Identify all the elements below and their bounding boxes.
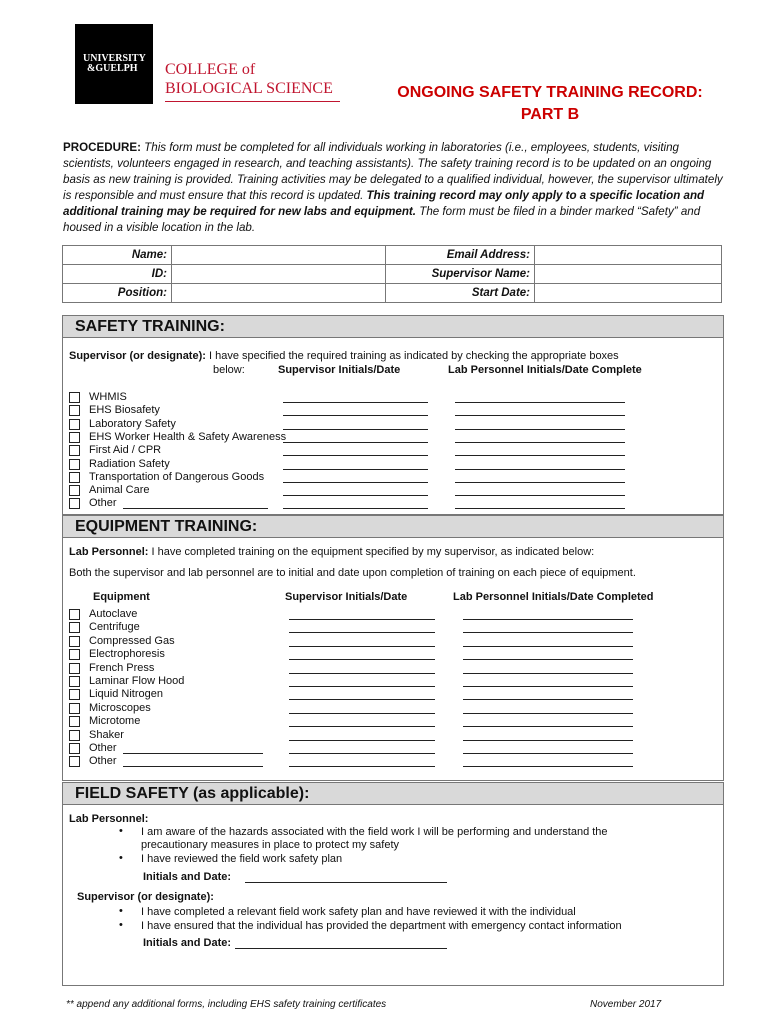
procedure-bold: This training record may only apply to a specific location and additional training may be required for new labs and equipment.	[63, 189, 705, 218]
equipment-col-personnel: Lab Personnel Initials/Date Completed	[453, 591, 654, 603]
equipment-personnel-line[interactable]	[463, 766, 633, 767]
field-lab-bullet-1b: precautionary measures in place to protect my safety	[141, 839, 400, 851]
safety-supervisor-line[interactable]	[283, 415, 428, 416]
safety-checkbox[interactable]	[69, 419, 80, 430]
page-title	[360, 82, 740, 126]
field-heading-text: FIELD SAFETY (as applicable):	[75, 785, 310, 802]
equipment-supervisor-line[interactable]	[289, 686, 435, 687]
equipment-personnel-line[interactable]	[463, 659, 633, 660]
title-line-1: ONGOING SAFETY TRAINING RECORD:	[397, 84, 703, 101]
safety-col-supervisor: Supervisor Initials/Date	[278, 364, 401, 376]
equipment-checkbox[interactable]	[69, 716, 80, 727]
equipment-item-label: Liquid Nitrogen	[89, 688, 163, 701]
equipment-supervisor-line[interactable]	[289, 632, 435, 633]
safety-statement: I have specified the required training as indicated by checking the appropriate boxes	[205, 350, 619, 362]
email-field[interactable]	[535, 246, 722, 265]
safety-supervisor-line[interactable]	[283, 469, 428, 470]
bullet: •	[119, 825, 123, 837]
equipment-heading	[62, 515, 724, 538]
equipment-checkbox[interactable]	[69, 676, 80, 687]
equipment-checkbox[interactable]	[69, 622, 80, 633]
safety-checkbox[interactable]	[69, 405, 80, 416]
field-lab-label: Lab Personnel:	[69, 813, 149, 825]
safety-item-label: WHMIS	[89, 391, 127, 403]
safety-item-label: Animal Care	[89, 484, 150, 497]
equipment-personnel-line[interactable]	[463, 646, 633, 647]
equipment-checkbox[interactable]	[69, 689, 80, 700]
field-sup-label: Supervisor (or designate):	[77, 891, 214, 903]
equipment-item-label: Centrifuge	[89, 621, 140, 634]
equipment-item-label: Laminar Flow Hood	[89, 675, 185, 687]
college-line-2: BIOLOGICAL SCIENCE	[165, 80, 333, 97]
equipment-item-label: French Press	[89, 661, 155, 674]
equipment-supervisor-line[interactable]	[289, 726, 435, 727]
equipment-personnel-line[interactable]	[463, 699, 633, 700]
field-initials-line-1[interactable]	[245, 882, 447, 883]
equipment-lab-text: I have completed training on the equipment specified by my supervisor, as indicated below:	[148, 546, 595, 558]
safety-supervisor-line[interactable]	[283, 508, 428, 509]
safety-personnel-line[interactable]	[455, 402, 625, 403]
id-label: ID:	[63, 265, 172, 284]
equipment-both-text: Both the supervisor and lab personnel are to initial and date upon completion of training on each piece of equipment.	[69, 567, 636, 579]
email-label: Email Address:	[386, 246, 535, 265]
safety-item-label: First Aid / CPR	[89, 444, 162, 457]
safety-checkbox[interactable]	[69, 445, 80, 456]
college-name	[165, 62, 343, 97]
field-initials-label-2: Initials and Date:	[143, 937, 232, 949]
logo-line-2: &GUELPH	[87, 63, 138, 74]
safety-col-personnel: Lab Personnel Initials/Date Complete	[448, 364, 642, 376]
equipment-panel	[62, 538, 724, 781]
field-sup-bullet-2: I have ensured that the individual has provided the department with emergency contact information	[141, 920, 622, 932]
equipment-checkbox[interactable]	[69, 743, 80, 754]
equipment-item-label: Autoclave	[89, 608, 138, 620]
equipment-supervisor-line[interactable]	[289, 699, 435, 700]
equipment-supervisor-line[interactable]	[289, 766, 435, 767]
safety-personnel-line[interactable]	[455, 469, 625, 470]
equipment-checkbox[interactable]	[69, 636, 80, 647]
safety-checkbox[interactable]	[69, 498, 80, 509]
equipment-personnel-line[interactable]	[463, 673, 633, 674]
equipment-personnel-line[interactable]	[463, 713, 633, 714]
equipment-item-label: Microtome	[89, 715, 141, 728]
safety-personnel-line[interactable]	[455, 482, 625, 483]
safety-supervisor-line[interactable]	[283, 442, 428, 443]
supervisor-label: Supervisor Name:	[386, 265, 535, 284]
safety-checkbox[interactable]	[69, 485, 80, 496]
equipment-checkbox[interactable]	[69, 649, 80, 660]
college-underline	[165, 101, 340, 102]
equipment-supervisor-line[interactable]	[289, 673, 435, 674]
safety-item-label: Radiation Safety	[89, 457, 170, 470]
equipment-item-label: Other	[89, 755, 117, 768]
equipment-heading-text: EQUIPMENT TRAINING:	[75, 518, 258, 535]
start-date-field[interactable]	[535, 284, 722, 303]
safety-supervisor-line[interactable]	[283, 455, 428, 456]
safety-item-label: EHS Biosafety	[89, 404, 160, 417]
field-initials-line-2[interactable]	[235, 948, 447, 949]
name-field[interactable]	[172, 246, 386, 265]
safety-heading	[62, 315, 724, 338]
equipment-checkbox[interactable]	[69, 703, 80, 714]
safety-checkbox[interactable]	[69, 432, 80, 443]
id-field[interactable]	[172, 265, 386, 284]
position-field[interactable]	[172, 284, 386, 303]
bullet: •	[119, 852, 123, 864]
safety-checkbox[interactable]	[69, 392, 80, 403]
safety-below: below:	[213, 364, 245, 376]
name-label: Name:	[63, 246, 172, 265]
safety-supervisor-label: Supervisor (or designate):	[69, 350, 206, 362]
safety-heading-text: SAFETY TRAINING:	[75, 318, 225, 335]
field-heading	[62, 782, 724, 805]
safety-checkbox[interactable]	[69, 459, 80, 470]
procedure-text	[63, 140, 723, 236]
safety-supervisor-line[interactable]	[283, 402, 428, 403]
bullet: •	[119, 919, 123, 931]
equipment-personnel-line[interactable]	[463, 619, 633, 620]
footer-date: November 2017	[590, 999, 662, 1010]
safety-personnel-line[interactable]	[455, 508, 625, 509]
equipment-item-label: Electrophoresis	[89, 648, 165, 661]
safety-checkbox[interactable]	[69, 472, 80, 483]
info-table	[62, 245, 722, 303]
safety-item-label: Other	[89, 497, 117, 510]
bullet: •	[119, 905, 123, 917]
supervisor-field[interactable]	[535, 265, 722, 284]
footer-note: ** append any additional forms, including EHS safety training certificates	[66, 999, 387, 1010]
equipment-personnel-line[interactable]	[463, 726, 633, 727]
equipment-item-label: Microscopes	[89, 701, 151, 714]
equipment-personnel-line[interactable]	[463, 686, 633, 687]
safety-supervisor-line[interactable]	[283, 495, 428, 496]
equipment-personnel-line[interactable]	[463, 753, 633, 754]
position-label: Position:	[63, 284, 172, 303]
procedure-text-2: The form must be filed in a binder marked “Safety” and housed in a visible location in the lab.	[63, 205, 701, 234]
field-sup-bullet-1: I have completed a relevant field work safety plan and have reviewed it with the individual	[141, 906, 576, 918]
safety-personnel-line[interactable]	[455, 429, 625, 430]
safety-supervisor-line[interactable]	[283, 482, 428, 483]
college-line-1: COLLEGE of	[165, 61, 256, 78]
equipment-supervisor-line[interactable]	[289, 619, 435, 620]
equipment-item-label: Shaker	[89, 728, 124, 741]
equipment-supervisor-line[interactable]	[289, 713, 435, 714]
safety-other-line[interactable]	[123, 508, 268, 509]
safety-item-label: Transportation of Dangerous Goods	[89, 470, 265, 483]
equipment-col-equipment: Equipment	[93, 591, 150, 603]
safety-personnel-line[interactable]	[455, 455, 625, 456]
safety-personnel-line[interactable]	[455, 495, 625, 496]
equipment-other-line[interactable]	[123, 753, 263, 754]
safety-item-label: EHS Worker Health & Safety Awareness	[89, 430, 287, 443]
field-lab-bullet-1: I am aware of the hazards associated with the field work I will be performing and understand the	[141, 826, 608, 838]
equipment-checkbox[interactable]	[69, 730, 80, 741]
equipment-checkbox[interactable]	[69, 609, 80, 620]
start-date-label: Start Date:	[386, 284, 535, 303]
title-line-2: PART B	[520, 106, 580, 123]
safety-panel	[62, 338, 724, 515]
equipment-lab-label: Lab Personnel:	[69, 546, 149, 558]
equipment-personnel-line[interactable]	[463, 632, 633, 633]
logo-line-1: UNIVERSITY	[83, 53, 146, 64]
safety-item-label: Laboratory Safety	[89, 417, 176, 430]
equipment-item-label: Compressed Gas	[89, 634, 175, 647]
equipment-supervisor-line[interactable]	[289, 740, 435, 741]
equipment-checkbox[interactable]	[69, 663, 80, 674]
university-logo	[75, 24, 153, 104]
equipment-supervisor-line[interactable]	[289, 753, 435, 754]
procedure-text-1: This form must be completed for all individuals working in laboratories (i.e., employees, students, visiting scientists, volunteers engaged in research, and teaching assistants). The safety training record is to be updated on an ongoing basis as new training is provided. Training activities may be delegated to a qualified individual, however, the supervisor ultimately is responsible and must ensure that this record is updated.	[63, 141, 723, 202]
equipment-supervisor-line[interactable]	[289, 646, 435, 647]
equipment-personnel-line[interactable]	[463, 740, 633, 741]
safety-personnel-line[interactable]	[455, 442, 625, 443]
field-panel	[62, 805, 724, 986]
equipment-checkbox[interactable]	[69, 756, 80, 767]
safety-supervisor-line[interactable]	[283, 429, 428, 430]
safety-personnel-line[interactable]	[455, 415, 625, 416]
equipment-col-supervisor: Supervisor Initials/Date	[285, 591, 408, 603]
equipment-supervisor-line[interactable]	[289, 659, 435, 660]
equipment-other-line[interactable]	[123, 766, 263, 767]
equipment-item-label: Other	[89, 742, 117, 754]
procedure-label: PROCEDURE:	[63, 141, 141, 154]
field-lab-bullet-2: I have reviewed the field work safety plan	[141, 853, 343, 865]
field-initials-label-1: Initials and Date:	[143, 871, 232, 883]
